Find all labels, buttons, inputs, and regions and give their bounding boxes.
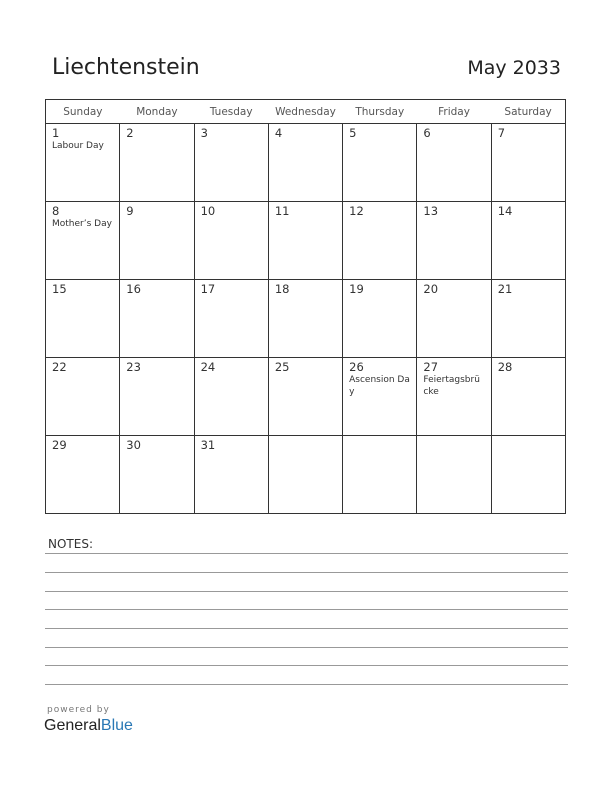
day-cell [120,436,194,514]
weekday-thursday: Thursday [343,100,417,124]
day-number: 4 [274,126,283,140]
day-number: 18 [274,282,290,296]
holiday-label: Feiertagsbrücke [423,375,480,397]
week-row [46,280,566,358]
day-cell [120,280,194,358]
day-number: 8 [52,204,60,218]
day-number: 24 [200,360,216,374]
note-line [45,628,568,629]
day-cell [194,124,268,202]
holiday-label: Ascension Day [349,375,410,397]
day-cell [120,358,194,436]
day-number: 3 [200,126,208,140]
note-line [45,591,568,592]
day-number: 19 [349,282,364,296]
day-number: 6 [423,126,431,140]
day-cell [194,436,268,514]
day-number: 11 [274,204,290,218]
brand-general: General [44,717,101,734]
week-row [46,124,566,202]
day-number: 27 [423,360,439,374]
day-cell [268,280,342,358]
day-cell [268,124,342,202]
day-cell [194,358,268,436]
day-number: 1 [52,126,60,140]
day-number: 21 [497,282,513,296]
day-number: 29 [52,438,67,452]
calendar-title: Liechtenstein [52,55,200,80]
day-number: 12 [349,204,364,218]
day-number: 17 [200,282,216,296]
day-number: 31 [200,438,216,452]
day-cell [491,436,565,514]
day-number: 16 [126,282,141,296]
day-cell [268,436,342,514]
day-number: 15 [52,282,67,296]
day-cell [194,202,268,280]
day-cell [268,202,342,280]
notes-label: NOTES: [48,537,93,551]
day-cell [46,436,120,514]
brand-blue: Blue [100,717,133,734]
day-cell [120,124,194,202]
day-cell [491,280,565,358]
calendar-grid [45,99,566,514]
day-number: 22 [52,360,67,374]
holiday-label: Mother’s Day [52,219,112,229]
weekday-tuesday: Tuesday [194,100,268,124]
day-number: 25 [274,360,290,374]
week-row [46,202,566,280]
weekday-header-row [46,100,566,124]
calendar-month: May 2033 [467,57,561,79]
day-number: 7 [497,126,506,140]
day-cell [46,358,120,436]
day-number: 28 [497,360,513,374]
weekday-wednesday: Wednesday [268,100,342,124]
day-cell [46,202,120,280]
day-cell [417,358,491,436]
day-cell [268,358,342,436]
day-cell [491,124,565,202]
day-cell [343,436,417,514]
day-number: 26 [349,360,364,374]
day-number: 13 [423,204,439,218]
note-line [45,572,568,573]
day-cell [46,124,120,202]
day-cell [491,358,565,436]
day-number: 5 [349,126,357,140]
day-cell [491,202,565,280]
week-row [46,436,566,514]
day-number: 2 [126,126,134,140]
note-line [45,665,568,666]
day-cell [343,202,417,280]
week-row [46,358,566,436]
day-number: 9 [126,204,134,218]
note-line [45,684,568,685]
note-line [45,647,568,648]
brand-logo [44,717,133,735]
day-cell [120,202,194,280]
day-cell [417,436,491,514]
day-number: 10 [200,204,216,218]
day-cell [343,124,417,202]
day-cell [46,280,120,358]
note-line [45,553,568,554]
holiday-label: Labour Day [52,141,104,151]
day-cell [417,124,491,202]
powered-by-label: powered by [47,705,110,715]
day-number: 14 [497,204,513,218]
day-number: 20 [423,282,439,296]
day-cell [343,280,417,358]
day-cell [417,202,491,280]
day-number: 30 [126,438,141,452]
day-cell [343,358,417,436]
weekday-sunday: Sunday [46,100,120,124]
day-cell [194,280,268,358]
note-line [45,609,568,610]
day-cell [417,280,491,358]
weekday-saturday: Saturday [491,100,565,124]
weekday-friday: Friday [417,100,491,124]
weekday-monday: Monday [120,100,194,124]
day-number: 23 [126,360,141,374]
